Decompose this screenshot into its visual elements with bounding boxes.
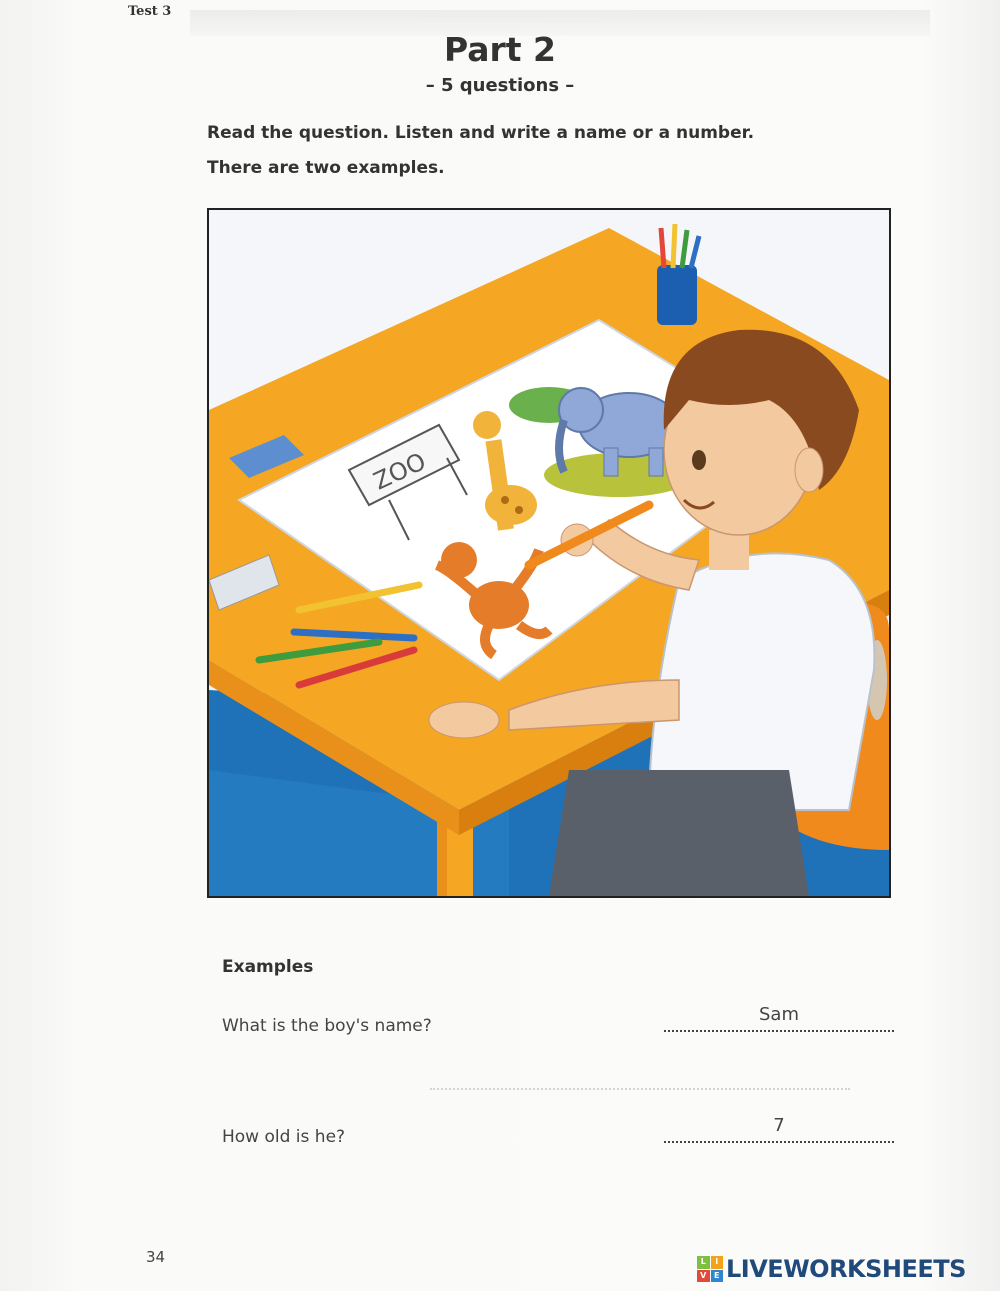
- logo-letter-l: L: [697, 1256, 710, 1269]
- boy-hand-left: [429, 702, 499, 738]
- logo-letter-e: E: [711, 1270, 724, 1283]
- example-question-2: How old is he?: [222, 1127, 346, 1147]
- boy-trousers: [549, 770, 809, 896]
- liveworksheets-brand[interactable]: [697, 1254, 966, 1284]
- zoo-sign-text: ZOO: [369, 447, 431, 496]
- instruction-line-2: There are two examples.: [207, 158, 445, 178]
- example-answer-2: 7: [773, 1115, 785, 1136]
- example-answer-line-1: [664, 1006, 894, 1032]
- logo-letter-v: V: [697, 1270, 710, 1283]
- example-question-1: What is the boy's name?: [222, 1016, 432, 1036]
- boy-eye: [692, 450, 706, 470]
- examples-heading: Examples: [222, 957, 314, 977]
- giraffe-head: [473, 411, 501, 439]
- test-label: Test 3: [128, 4, 172, 19]
- boy-neck: [709, 530, 749, 570]
- illustration-svg: [209, 210, 889, 896]
- pencil-cup: [657, 265, 697, 325]
- page-number: 34: [146, 1248, 166, 1266]
- example-answer-line-2: [664, 1117, 894, 1143]
- logo-letter-i: I: [711, 1256, 724, 1269]
- brand-name: LIVEWORKSHEETS: [726, 1255, 966, 1283]
- boy-ear: [795, 448, 823, 492]
- liveworksheets-logo-icon: [697, 1256, 723, 1282]
- example-answer-1: Sam: [759, 1004, 799, 1025]
- scan-faint-dots: [430, 1086, 850, 1090]
- giraffe-body: [485, 485, 537, 525]
- part-title: Part 2: [443, 30, 557, 69]
- boy-drawing-illustration: [207, 208, 891, 898]
- instruction-line-1: Read the question. Listen and write a name or a number.: [207, 123, 755, 143]
- part-subtitle: – 5 questions –: [425, 75, 575, 96]
